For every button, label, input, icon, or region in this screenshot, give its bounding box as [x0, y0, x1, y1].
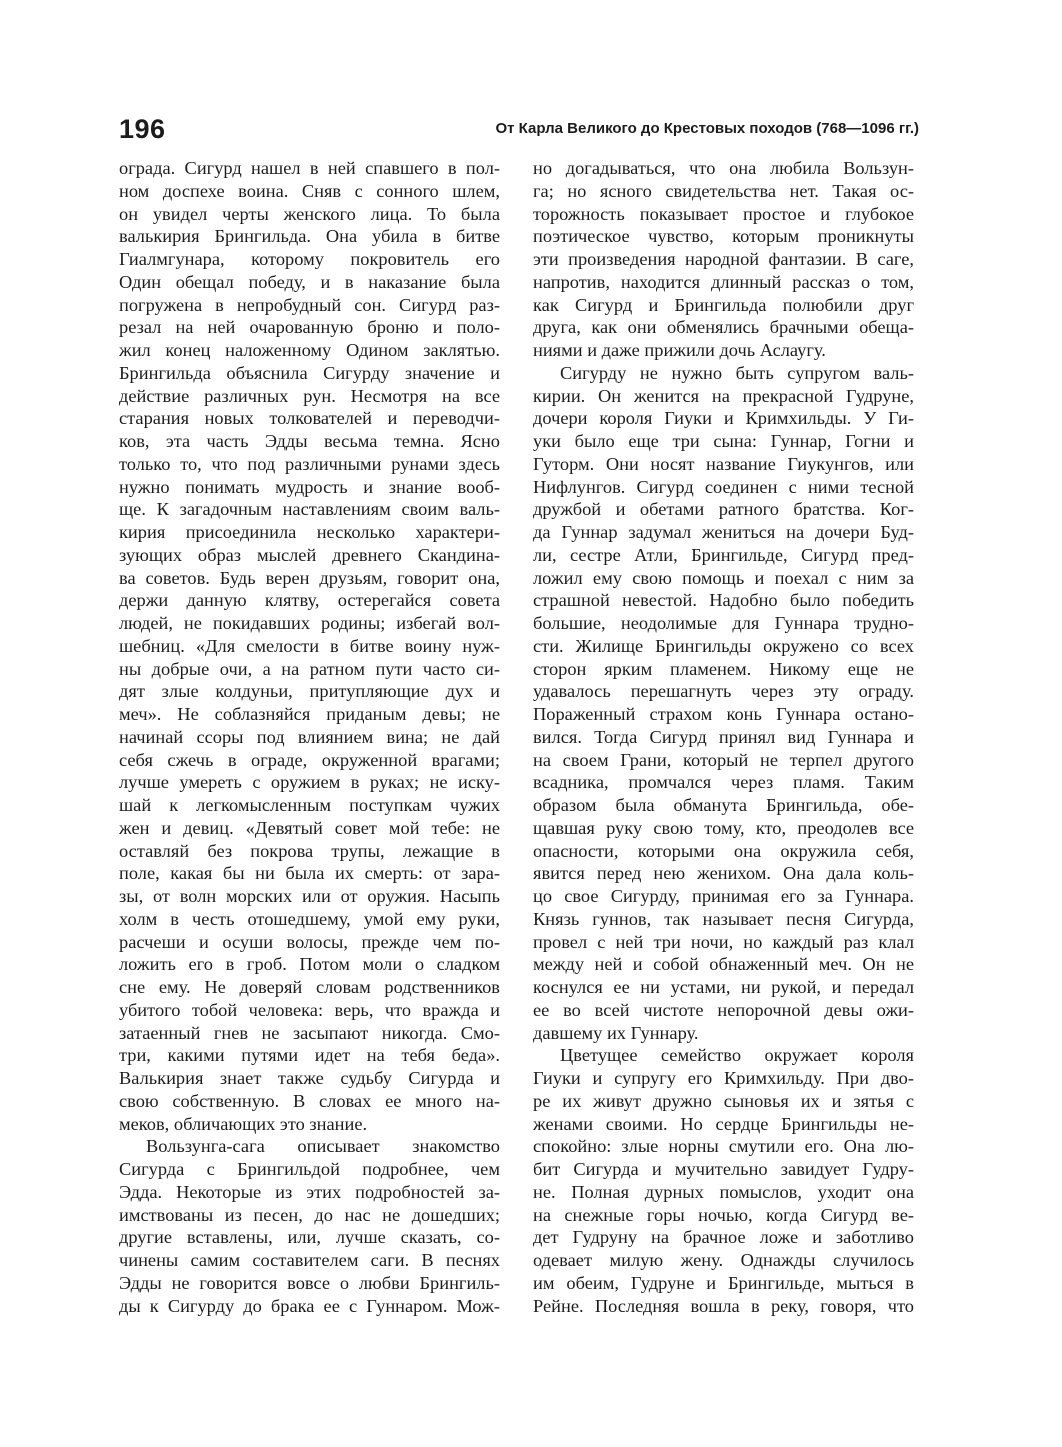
- text-line: действие различных рун. Несмотря на все: [119, 385, 500, 406]
- text-line: нужно понимать мудрость и знание вооб-: [119, 476, 500, 497]
- text-line: зующих образ мыслей древнего Скандина-: [119, 544, 500, 565]
- text-line: не. Полная дурных помыслов, уходит она: [533, 1181, 914, 1202]
- text-line: всадника, промчался через пламя. Таким: [533, 772, 914, 793]
- text-line: коснулся ее ни устами, ни рукой, и передал: [533, 977, 914, 997]
- text-line: Сигурда с Брингильдой подробнее, чем: [119, 1159, 500, 1179]
- text-line: дет Гудруну на брачное ложе и заботливо: [533, 1227, 914, 1248]
- text-line: меч». Не соблазняйся приданым девы; не: [119, 704, 500, 724]
- text-line: бит Сигурда и мучительно завидует Гудру-: [533, 1159, 914, 1179]
- text-line: начинай ссоры под влиянием вина; не дай: [119, 726, 500, 747]
- text-line: спокойно: злые норны смутили его. Она лю-: [533, 1136, 914, 1157]
- text-line: одевает милую жену. Однажды случилось: [533, 1250, 914, 1270]
- text-line: Гиалмгунара, которому покровитель его: [119, 249, 500, 269]
- text-line: провел с ней три ночи, но каждый раз клал: [533, 931, 914, 952]
- text-line: Гуторм. Они носят название Гиукунгов, или: [533, 453, 914, 474]
- text-line: Рейне. Последняя вошла в реку, говоря, что: [533, 1295, 914, 1316]
- text-line: ее во всей чистоте непорочной девы ожи-: [533, 999, 914, 1020]
- text-line: Пораженный страхом конь Гуннара остано-: [533, 704, 914, 724]
- text-line: ва советов. Будь верен друзьям, говорит она,: [119, 567, 500, 588]
- text-line: на снежные горы ночью, когда Сигурд ве-: [533, 1204, 914, 1225]
- text-line: кирии. Он женится на прекрасной Гудруне,: [533, 385, 914, 406]
- page-number: 196: [119, 114, 166, 144]
- text-line: ков, эта часть Эдды весьма темна. Ясно: [119, 431, 500, 451]
- text-line: лучше умереть с оружием в руках; не иску-: [119, 772, 500, 793]
- text-line: Князь гуннов, так называет песня Сигурда,: [533, 908, 914, 929]
- text-line: напротив, находится длинный рассказ о том,: [533, 271, 914, 292]
- text-line: сти. Жилище Брингильды окружено со всех: [533, 635, 914, 656]
- text-line: между ней и собой обнаженный меч. Он не: [533, 954, 914, 975]
- text-line: Цветущее семейство окружает короля: [560, 1045, 914, 1066]
- running-title: От Карла Великого до Крестовых походов (768—1096 гг.): [495, 120, 919, 137]
- text-line: дружбой и обетами ратного братства. Ког-: [533, 499, 914, 520]
- text-line: им обеим, Гудруне и Брингильде, мыться в: [533, 1272, 914, 1293]
- text-line: ном доспехе воина. Сняв с сонного шлем,: [119, 180, 500, 201]
- text-line: шай к легкомысленным поступкам чужих: [119, 795, 500, 815]
- text-line: затаенный гнев не засыпают никогда. Смо-: [119, 1022, 500, 1043]
- text-line: меков, обличающих это знание.: [119, 1113, 368, 1134]
- text-line: вился. Тогда Сигурд принял вид Гуннара и: [533, 726, 914, 747]
- text-line: ре их живут дружно сыновья их и зятья с: [533, 1090, 914, 1111]
- page-header: [119, 110, 919, 150]
- text-line: жил конец наложенному Одином заклятью.: [119, 340, 500, 360]
- text-line: явится перед нею женихом. Она дала коль-: [533, 863, 914, 884]
- text-line: старания новых толкователей и переводчи-: [119, 408, 500, 429]
- text-line: жен и девиц. «Девятый совет мой тебе: не: [119, 817, 500, 838]
- text-line: себя сжечь в ограде, окруженной врагами;: [119, 749, 500, 770]
- text-line: женами своими. Но сердце Брингильды не-: [533, 1113, 914, 1134]
- text-line: большие, неодолимые для Гуннара трудно-: [533, 613, 914, 633]
- text-line: да Гуннар задумал жениться на дочери Буд-: [533, 522, 914, 542]
- text-line: оставляй без покрова трупы, лежащие в: [119, 840, 500, 861]
- text-line: ложить его в гроб. Потом моли о сладком: [119, 954, 500, 975]
- text-line: ны добрые очи, а на ратном пути часто си-: [119, 658, 500, 679]
- text-line: сторон ярким пламенем. Никому еще не: [533, 658, 914, 679]
- text-line: дочери короля Гиуки и Кримхильды. У Ги-: [533, 408, 914, 429]
- text-line: удавалось перешагнуть через эту ограду.: [533, 681, 914, 702]
- text-line: на своем Грани, который не терпел другого: [533, 749, 914, 770]
- text-line: расчеши и осуши волосы, прежде чем по-: [119, 931, 500, 952]
- text-line: кирия присоединила несколько характери-: [119, 522, 500, 542]
- text-line: холм в честь отошедшему, умой ему руки,: [119, 908, 500, 929]
- text-line: Один обещал победу, и в наказание была: [119, 271, 500, 292]
- text-line: Брингильда объяснила Сигурду значение и: [119, 362, 500, 383]
- text-line: погружена в непробудный сон. Сигурд раз-: [119, 294, 500, 315]
- text-line: шебниц. «Для смелости в битве воину нуж-: [119, 635, 500, 656]
- text-line: ложил ему свою помощь и поехал с ним за: [533, 567, 914, 588]
- text-line: поле, какая бы ни была их смерть: от зара-: [119, 863, 500, 884]
- text-column-right: [533, 157, 914, 1317]
- text-line: уки было еще три сына: Гуннар, Гогни и: [533, 431, 914, 451]
- text-line: га; но ясного свидетельства нет. Такая ос-: [533, 180, 914, 201]
- text-line: зы, от волн морских или от оружия. Насыпь: [119, 886, 500, 906]
- text-line: но догадываться, что она любила Вользун-: [533, 158, 914, 178]
- text-line: Сигурду не нужно быть супругом валь-: [560, 362, 914, 383]
- text-line: щавшая руку свою тому, кто, преодолев все: [533, 817, 914, 838]
- text-line: Вользунга-сага описывает знакомство: [146, 1136, 500, 1157]
- text-line: он увидел черты женского лица. То была: [119, 203, 500, 224]
- text-line: страшной невестой. Надобно было победить: [533, 590, 914, 611]
- text-line: ще. К загадочным наставлениям своим валь-: [119, 499, 500, 520]
- text-line: три, какими путями идет на тебя беда».: [119, 1045, 500, 1066]
- text-line: ли, сестре Атли, Брингильде, Сигурд пред-: [533, 544, 914, 565]
- text-line: чинены самим составителем саги. В песнях: [119, 1250, 500, 1270]
- text-line: опасности, которыми она окружила себя,: [533, 840, 914, 861]
- text-line: имствованы из песен, до нас не дошедших;: [119, 1204, 500, 1225]
- text-line: Нифлунгов. Сигурд соединен с ними тесной: [533, 476, 914, 497]
- text-line: эти произведения народной фантазии. В саге,: [533, 249, 914, 269]
- text-line: валькирия Брингильда. Она убила в битве: [119, 226, 500, 247]
- text-line: убитого тобой человека: верь, что вражда и: [119, 999, 500, 1020]
- text-line: свою собственную. В словах ее много на-: [119, 1090, 500, 1111]
- text-line: сне ему. Не доверяй словам родственников: [119, 977, 500, 997]
- text-line: давшему их Гуннару.: [533, 1022, 699, 1043]
- text-line: резал на ней очарованную броню и поло-: [119, 317, 500, 338]
- text-line: Эдда. Некоторые из этих подробностей за-: [119, 1181, 500, 1202]
- text-line: образом была обманута Брингильда, обе-: [533, 795, 914, 815]
- text-line: Эдды не говорится вовсе о любви Брингиль-: [119, 1272, 500, 1293]
- text-line: поэтическое чувство, которым проникнуты: [533, 226, 914, 247]
- text-line: ограда. Сигурд нашел в ней спавшего в пол-: [119, 158, 500, 178]
- text-line: торожность показывает простое и глубокое: [533, 203, 914, 224]
- text-line: ды к Сигурду до брака ее с Гуннаром. Мож-: [119, 1295, 500, 1316]
- text-line: другие вставлены, или, лучше сказать, со-: [119, 1227, 500, 1248]
- text-line: людей, не покидавших родины; избегай вол-: [119, 613, 500, 633]
- text-line: дят злые колдуньи, притупляющие дух и: [119, 681, 500, 702]
- text-line: Гиуки и супругу его Кримхильду. При дво-: [533, 1068, 914, 1088]
- text-line: как Сигурд и Брингильда полюбили друг: [533, 294, 914, 315]
- text-column-left: [119, 157, 500, 1317]
- text-line: держи данную клятву, остерегайся совета: [119, 590, 500, 611]
- text-line: ниями и даже прижили дочь Аслаугу.: [533, 340, 826, 360]
- text-line: только то, что под различными рунами здесь: [119, 453, 500, 474]
- text-line: друга, как они обменялись брачными обеща-: [533, 317, 914, 338]
- text-line: цо свое Сигурду, принимая его за Гуннара.: [533, 886, 914, 906]
- text-line: Валькирия знает также судьбу Сигурда и: [119, 1068, 500, 1088]
